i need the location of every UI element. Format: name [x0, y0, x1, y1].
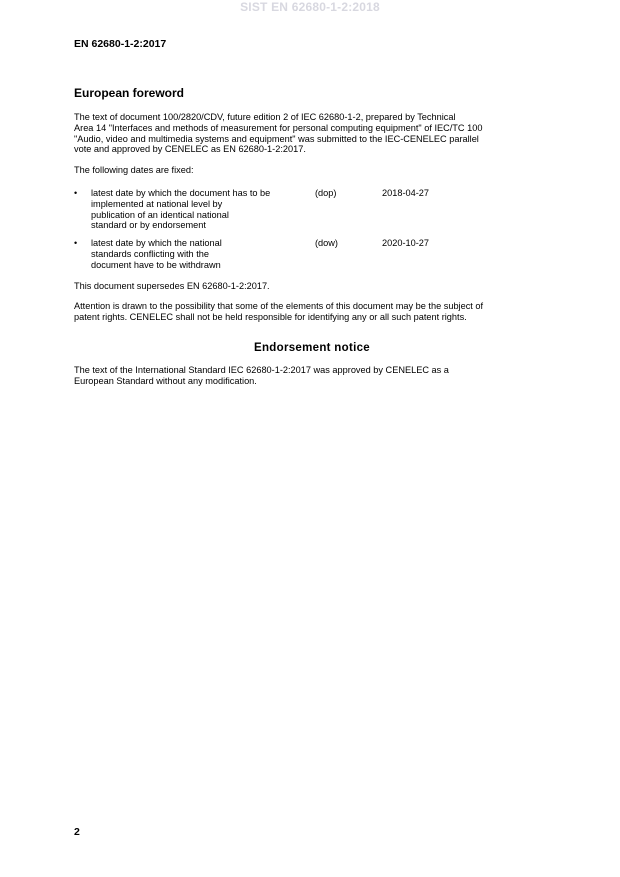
- bullet-icon: •: [74, 187, 78, 198]
- text-line: document have to be withdrawn: [91, 259, 221, 270]
- page-content: [74, 86, 550, 395]
- foreword-heading: European foreword: [74, 86, 185, 100]
- dates-intro: The following dates are fixed:: [74, 165, 194, 176]
- foreword-paragraph: [74, 112, 542, 155]
- text-line: standards conflicting with the: [91, 248, 209, 259]
- endorsement-heading: Endorsement notice: [254, 341, 370, 354]
- date-code: (dop): [315, 187, 337, 198]
- text-line: patent rights. CENELEC shall not be held responsible for identifying any or all such patent rights.: [74, 312, 467, 323]
- text-line: standard or by endorsement: [91, 220, 206, 231]
- dates-list: [74, 188, 550, 271]
- date-value: 2018-04-27: [382, 187, 429, 198]
- text-line: publication of an identical national: [91, 209, 229, 220]
- text-line: Area 14 "Interfaces and methods of measurement for personal computing equipment" of IEC/TC 100: [74, 122, 483, 133]
- page-number: 2: [74, 826, 80, 838]
- date-row-dop: [74, 188, 550, 231]
- supersedes-note: This document supersedes EN 62680-1-2:2017.: [74, 280, 270, 291]
- watermark: SIST EN 62680-1-2:2018: [240, 0, 380, 14]
- bullet-icon: •: [74, 238, 78, 249]
- document-id: EN 62680-1-2:2017: [74, 38, 167, 50]
- date-code: (dow): [315, 238, 338, 249]
- text-line: The text of document 100/2820/CDV, future edition 2 of IEC 62680-1-2, prepared by Technical: [74, 112, 456, 122]
- text-line: European Standard without any modification.: [74, 375, 257, 386]
- text-line: Attention is drawn to the possibility that some of the elements of this document may be the subject of: [74, 301, 484, 312]
- date-row-dow: [74, 238, 550, 270]
- patent-notice: [74, 301, 550, 323]
- text-line: "Audio, video and multimedia systems and equipment" was submitted to the IEC-CENELEC parallel: [74, 133, 479, 144]
- text-line: latest date by which the national: [91, 238, 222, 249]
- date-description: [91, 238, 311, 270]
- date-value: 2020-10-27: [382, 238, 429, 249]
- text-line: vote and approved by CENELEC as EN 62680-1-2:2017.: [74, 144, 306, 155]
- date-description: [91, 188, 311, 231]
- text-line: The text of the International Standard IEC 62680-1-2:2017 was approved by CENELEC as a: [74, 364, 449, 375]
- endorsement-paragraph: [74, 365, 550, 387]
- text-line: latest date by which the document has to be: [91, 187, 271, 198]
- text-line: implemented at national level by: [91, 198, 223, 209]
